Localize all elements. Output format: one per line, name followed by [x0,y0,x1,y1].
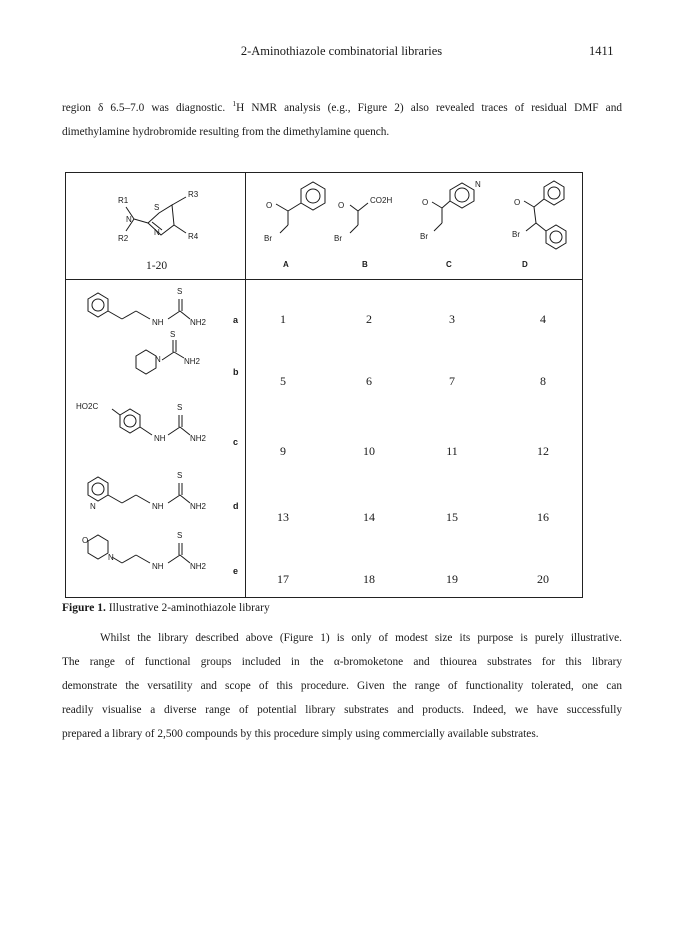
d-oxygen: O [514,198,521,207]
table-cell: 13 [277,510,289,524]
row-b-n: N [155,355,161,364]
row-e-nh2: NH2 [190,562,207,571]
row-c-nh2: NH2 [190,434,207,443]
row-label-d: d [233,501,239,511]
general-thiazole-structure [96,183,216,259]
row-c-nh: NH [154,434,166,443]
row-e-o: O [82,536,89,545]
table-cell: 8 [540,374,546,388]
row-a-nh2: NH2 [190,318,207,327]
body-paragraph [62,626,622,746]
row-b-nh2: NH2 [184,357,201,366]
table-cell: 14 [363,510,375,524]
table-cell: 3 [449,312,455,326]
table-cell: 10 [363,444,375,458]
row-label-c: c [233,437,239,447]
table-cell: 20 [537,572,549,586]
column-label-a: A [283,260,289,269]
column-label-b: B [362,260,368,269]
intro-paragraph [62,96,622,144]
row-d-nh2: NH2 [190,502,207,511]
body-line: readily visualise a diverse range of potential library substrates and products. Indeed, we have successfully [62,704,622,716]
table-cell: 12 [537,444,549,458]
body-line: Whilst the library described above (Figure 1) is only of modest size its purpose is purely illustrative. [100,632,622,644]
row-c-ho2c: HO2C [76,402,99,411]
table-cell: 17 [277,572,289,586]
column-d-structure [496,179,582,275]
b-oxygen: O [338,201,345,210]
column-b-structure [330,179,410,257]
sub-r4: R4 [188,232,199,241]
row-c-s: S [177,403,183,412]
row-c-structure [76,391,226,451]
page-number: 1411 [589,44,614,58]
table-cell: 15 [446,510,458,524]
a-oxygen: O [266,201,273,210]
table-cell: 16 [537,510,549,524]
row-d-s: S [177,471,183,480]
intro-line-2: dimethylamine hydrobromide resulting from the dimethylamine quench. [62,126,390,138]
general-n-ring: N [154,228,160,237]
general-n-amine: N [126,215,132,224]
table-cell: 5 [280,374,286,388]
body-line: The range of functional groups included in the α-bromoketone and thiourea substrates for this library [62,656,622,668]
row-b-structure [106,330,206,390]
intro-superscript: 1 [232,99,237,109]
general-s-atom: S [154,203,160,212]
row-d-pyridine-n: N [90,502,96,511]
row-b-s: S [170,330,176,339]
library-table [65,172,583,598]
figure-caption-text: Illustrative 2-aminothiazole library [105,602,270,614]
table-cell: 4 [540,312,546,326]
body-line: prepared a library of 2,500 compounds by this procedure simply using commercially available substrates. [62,728,539,740]
b-bromine: Br [334,234,342,243]
figure-caption [62,602,270,614]
table-vertical-divider [245,173,246,597]
c-oxygen: O [422,198,429,207]
table-cell: 7 [449,374,455,388]
row-e-s: S [177,531,183,540]
table-cell: 19 [446,572,458,586]
intro-line-1 [62,96,622,120]
intro-line-1-a: region δ 6.5–7.0 was diagnostic. [62,102,233,114]
row-d-structure [76,463,226,519]
row-e-nh: NH [152,562,164,571]
body-line: demonstrate the versatility and scope of this procedure. Given the range of functionality tolerated, one can [62,680,622,692]
column-label-c: C [446,260,452,269]
figure-caption-label: Figure 1. [62,602,106,614]
row-d-nh: NH [152,502,164,511]
table-cell: 2 [366,312,372,326]
row-e-structure [76,523,226,583]
c-bromine: Br [420,232,428,241]
row-label-a: a [233,315,239,325]
c-pyridine-n: N [475,180,481,189]
column-label-d: D [522,260,528,269]
d-bromine: Br [512,230,520,239]
b-carboxyl: CO2H [370,196,393,205]
sub-r3: R3 [188,190,199,199]
intro-line-1-b: H NMR analysis (e.g., Figure 2) also revealed traces of residual DMF and [236,102,622,114]
sub-r1: R1 [118,196,129,205]
column-c-structure [416,179,496,257]
table-cell: 9 [280,444,286,458]
column-a-structure [252,179,332,257]
table-cell: 1 [280,312,286,326]
sub-r2: R2 [118,234,129,243]
row-label-b: b [233,367,239,377]
a-bromine: Br [264,234,272,243]
table-cell: 11 [446,444,458,458]
table-cell: 6 [366,374,372,388]
row-a-nh: NH [152,318,164,327]
table-cell: 18 [363,572,375,586]
row-a-structure [76,285,226,331]
row-e-n: N [108,553,114,562]
row-a-s: S [177,287,183,296]
table-horizontal-divider [66,279,582,280]
row-label-e: e [233,566,239,576]
general-structure-label: 1-20 [146,260,168,272]
running-header-title: 2-Aminothiazole combinatorial libraries [240,44,443,58]
